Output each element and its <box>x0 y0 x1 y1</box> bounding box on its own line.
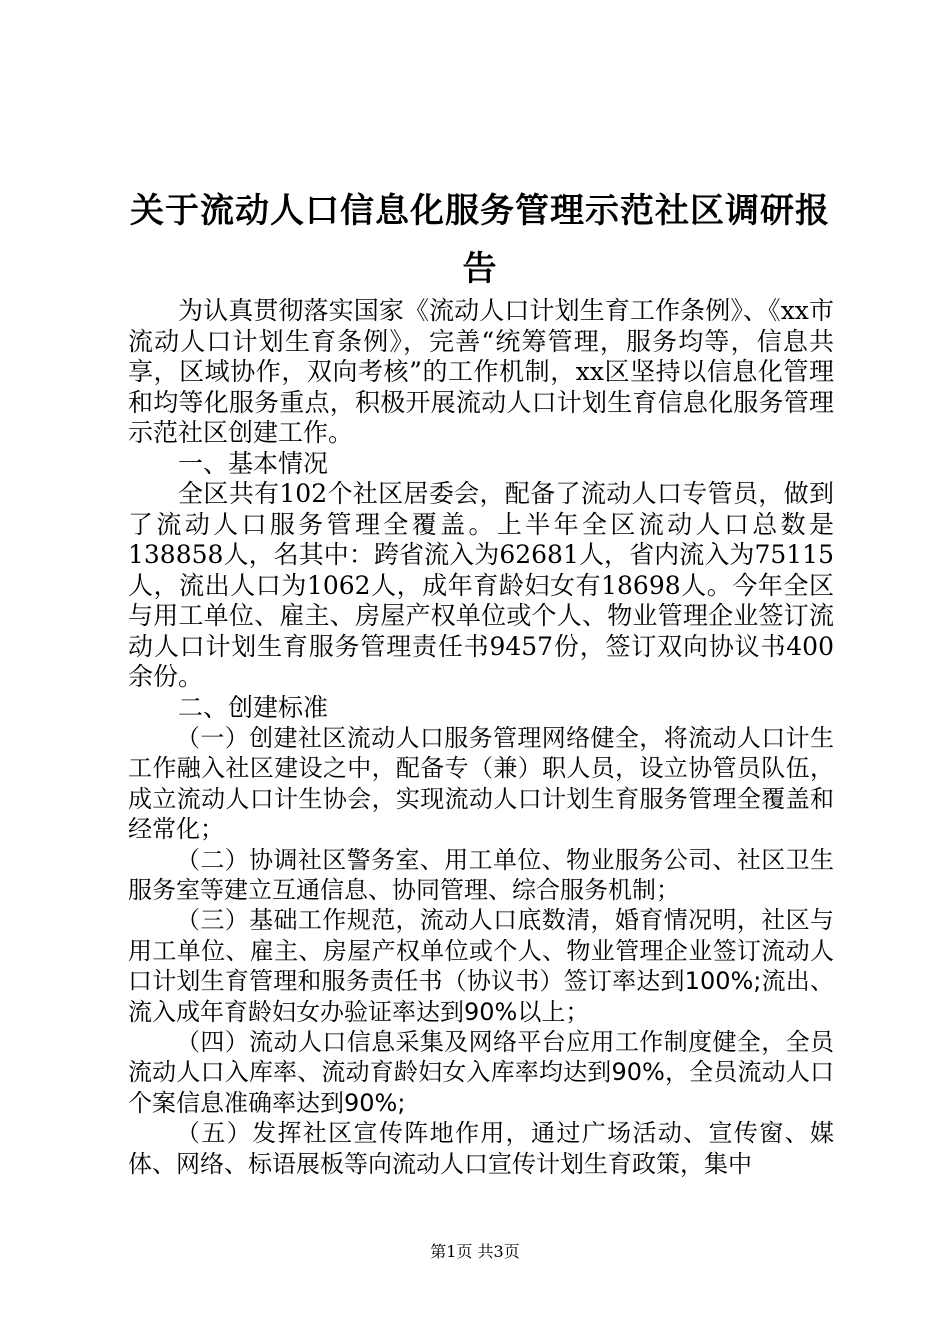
standard-item-4: （四）流动人口信息采集及网络平台应用工作制度健全，全员流动人口入库率、流动育龄妇女入库率均达到90%，全员流动人口个案信息准确率达到90%; <box>128 1028 834 1117</box>
standard-item-2: （二）协调社区警务室、用工单位、物业服务公司、社区卫生服务室等建立互通信息、协同管理、综合服务机制； <box>128 845 834 905</box>
document-title: 关于流动人口信息化服务管理示范社区调研报告 <box>130 191 830 289</box>
intro-paragraph: 为认真贯彻落实国家《流动人口计划生育工作条例》、《xx市流动人口计划生育条例》，完善“统筹管理，服务均等，信息共享，区域协作，双向考核”的工作机制，xx区坚持以信息化管理和均等化服务重点，积极开展流动人口计划生育信息化服务管理示范社区创建工作。 <box>128 296 834 447</box>
standard-item-3: （三）基础工作规范，流动人口底数清，婚育情况明，社区与用工单位、雇主、房屋产权单位或个人、物业管理企业签订流动人口计划生育管理和服务责任书（协议书）签订率达到100%;流出、流入成年育龄妇女办验证率达到90%以上； <box>128 906 834 1026</box>
standard-item-5: （五）发挥社区宣传阵地作用，通过广场活动、宣传窗、媒体、网络、标语展板等向流动人口宣传计划生育政策，集中 <box>128 1119 834 1178</box>
document-body <box>128 296 834 1179</box>
section-heading-basic-situation: 一、基本情况 <box>178 448 329 478</box>
basic-situation-paragraph: 全区共有102个社区居委会，配备了流动人口专管员，做到了流动人口服务管理全覆盖。上半年全区流动人口总数是138858人，名其中：跨省流入为62681人，省内流入为75115人，流出人口为1062人，成年育龄妇女有18698人。今年全区与用工单位、雇主、房屋产权单位或个人、物业管理企业签订流动人口计划生育服务管理责任书9457份，签订双向协议书400余份。 <box>128 479 834 691</box>
section-heading-standards: 二、创建标准 <box>178 692 329 722</box>
page-footer: 第1页 共3页 <box>430 1242 520 1261</box>
standard-item-1: （一）创建社区流动人口服务管理网络健全，将流动人口计生工作融入社区建设之中，配备专（兼）职人员，设立协管员队伍，成立流动人口计生协会，实现流动人口计划生育服务管理全覆盖和经常化； <box>128 724 834 844</box>
